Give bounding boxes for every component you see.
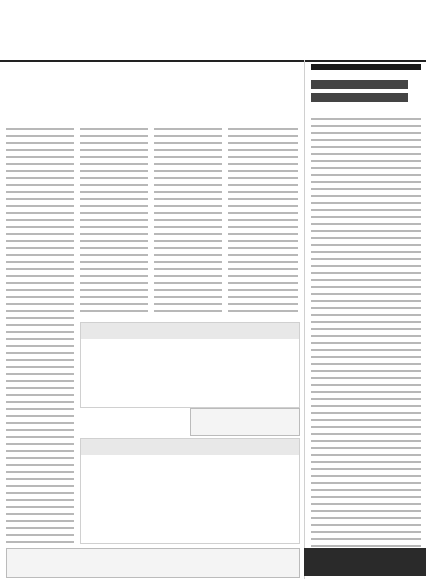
headline-block	[6, 66, 296, 122]
article-box-middle	[80, 322, 300, 408]
advertisement-banner	[190, 408, 300, 436]
sidebar-header-bar	[311, 64, 421, 70]
article-column-2	[80, 128, 148, 318]
article-box-lower	[80, 438, 300, 544]
advertisement-corner	[304, 548, 426, 576]
article-column-1	[6, 128, 74, 548]
sidebar-column	[304, 60, 426, 579]
masthead	[0, 0, 426, 62]
sidebar-body	[311, 118, 421, 558]
article-column-4	[228, 128, 298, 318]
sidebar-headline	[311, 80, 421, 106]
advertisement-footer	[6, 548, 300, 578]
article-column-3	[154, 128, 222, 318]
